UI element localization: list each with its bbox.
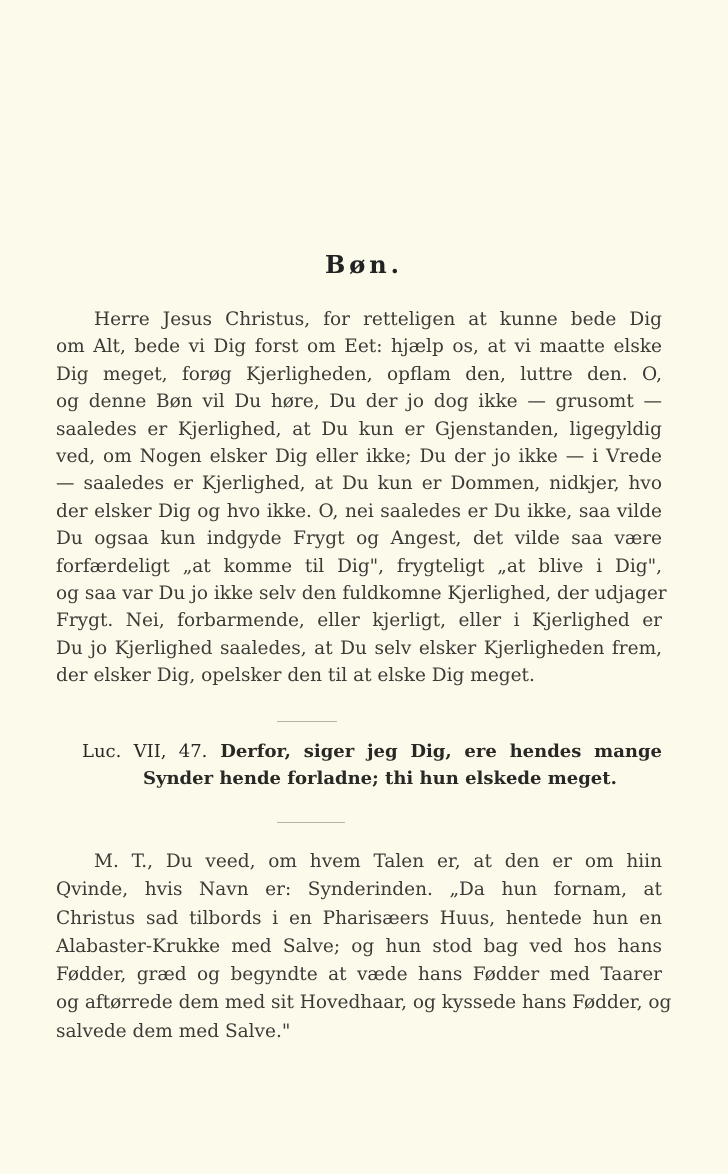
text-line: der elsker Dig og hvo ikke. O, nei saaledes er Du ikke, saa vilde bbox=[56, 500, 662, 522]
scripture-reference: Luc. VII, 47. bbox=[82, 741, 208, 762]
text-line: Fødder, græd og begyndte at væde hans Fødder med Taarer bbox=[56, 964, 662, 986]
text-line: Frygt. Nei, forbarmende, eller kjerligt, eller i Kjerlighed er bbox=[56, 610, 662, 632]
text-line: Du ogsaa kun indgyde Frygt og Angest, det vilde saa være bbox=[56, 528, 662, 550]
text-line: Alabaster-Krukke med Salve; og hun stod bag ved hos hans bbox=[56, 935, 662, 957]
text-line: om Alt, bede vi Dig forst om Eet: hjælp os, at vi maatte elske bbox=[56, 336, 662, 358]
text-line: Herre Jesus Christus, for retteligen at kunne bede Dig bbox=[94, 309, 662, 330]
text-line: ved, om Nogen elsker Dig eller ikke; Du der jo ikke — i Vrede bbox=[56, 445, 662, 467]
text-line: saaledes er Kjerlighed, at Du kun er Gjenstanden, ligegyldig bbox=[56, 418, 662, 440]
prayer-title: Bøn. bbox=[324, 250, 404, 279]
text-line: Du jo Kjerlighed saaledes, at Du selv elsker Kjerligheden frem, bbox=[56, 637, 662, 659]
text-line: Christus sad tilbords i en Pharisæers Huus, hentede hun en bbox=[56, 907, 662, 929]
scripture-text-line: Synder hende forladne; thi hun elskede meget. bbox=[143, 768, 617, 790]
section-divider bbox=[277, 822, 345, 823]
scripture-text-line: Derfor, siger jeg Dig, ere hendes mange bbox=[220, 741, 663, 762]
text-line: og aftørrede dem med sit Hovedhaar, og kyssede hans Fødder, og bbox=[56, 992, 672, 1014]
section-divider bbox=[277, 721, 337, 722]
text-line: Dig meget, forøg Kjerligheden, opflam den, luttre den. O, bbox=[56, 363, 662, 385]
text-line: — saaledes er Kjerlighed, at Du kun er Dommen, nidkjer, hvo bbox=[56, 473, 662, 495]
text-line: M. T., Du veed, om hvem Talen er, at den er om hiin bbox=[94, 851, 662, 872]
text-line: Qvinde, hvis Navn er: Synderinden. „Da hun fornam, at bbox=[56, 879, 662, 901]
prayer-paragraph bbox=[56, 306, 667, 689]
text-line: forfærdeligt „at komme til Dig", frygteligt „at blive i Dig", bbox=[56, 555, 662, 577]
body-paragraph bbox=[56, 848, 672, 1046]
text-line: der elsker Dig, opelsker den til at elske Dig meget. bbox=[56, 665, 535, 687]
text-line: salvede dem med Salve." bbox=[56, 1020, 291, 1042]
text-line: og denne Bøn vil Du høre, Du der jo dog ikke — grusomt — bbox=[56, 391, 662, 413]
scripture-heading bbox=[56, 738, 662, 793]
text-line: og saa var Du jo ikke selv den fuldkomne Kjerlighed, der udjager bbox=[56, 582, 667, 604]
